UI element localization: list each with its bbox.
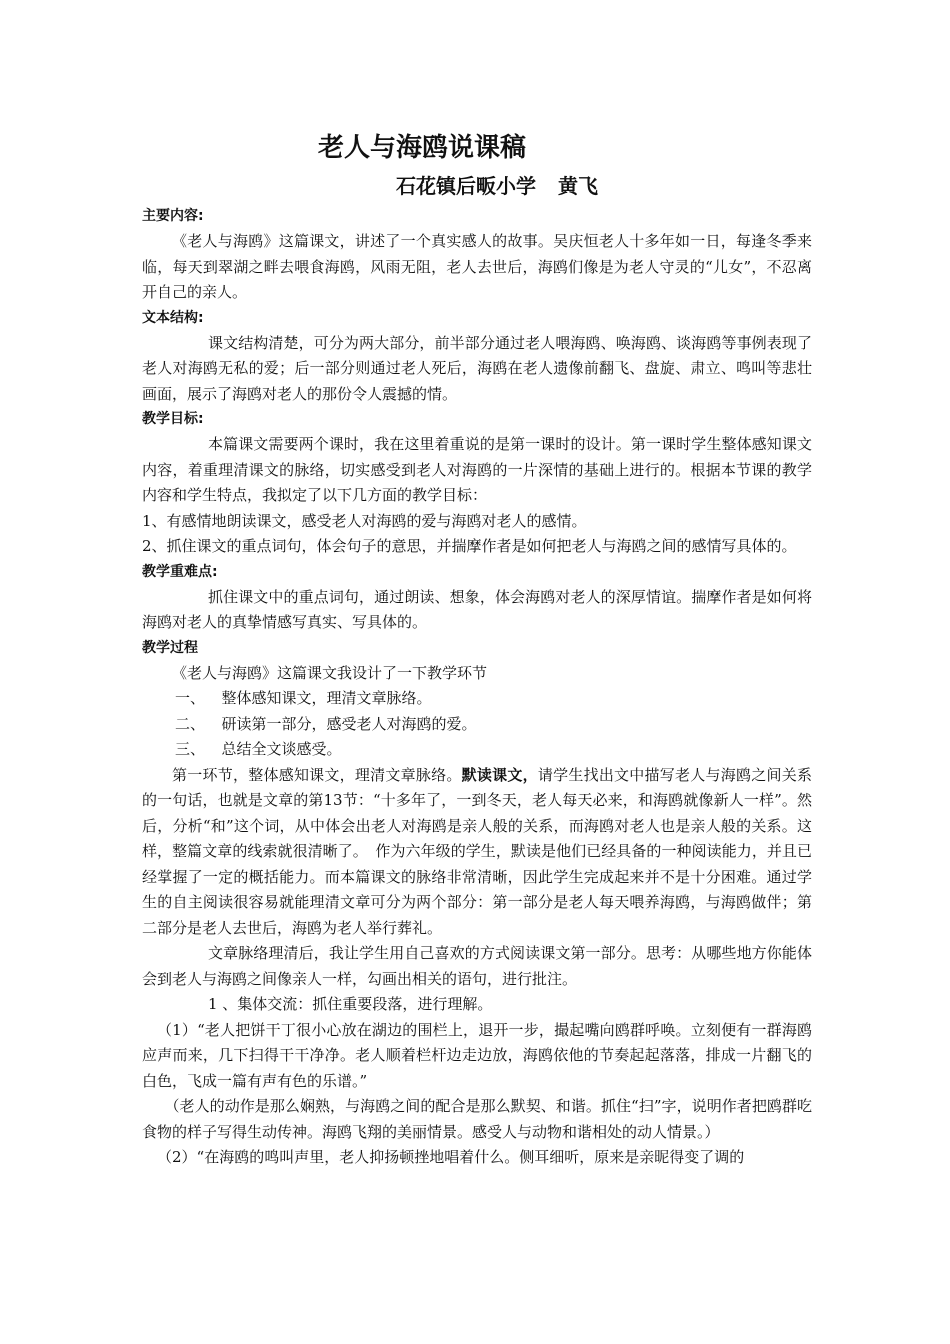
heading-structure: 文本结构:	[142, 309, 204, 326]
heading-main-content: 主要内容:	[142, 208, 204, 224]
structure-paragraph: 课文结构清楚，可分为两大部分，前半部分通过老人喂海鸥、唤海鸥、谈海鸥等事例表现了老人对海鸥无私的爱；后一部分则通过老人死后，海鸥在老人遗像前翻飞、盘旋、肃立、鸣叫等悲壮画面，展示了海鸥对老人的那份令人震撼的情。	[142, 333, 812, 403]
goals-paragraph: 本篇课文需要两个课时，我在这里着重说的是第一课时的设计。第一课时学生整体感知课文内容，着重理清课文的脉络，切实感受到老人对海鸥的一片深情的基础上进行的。根据本节课的教学内容和学生特点，我拟定了以下几方面的教学目标：	[142, 435, 812, 504]
main-content-paragraph: 《老人与海鸥》这篇课文，讲述了一个真实感人的故事。吴庆恒老人十多年如一日，每逢冬季来临，每天到翠湖之畔去喂食海鸥，风雨无阻，老人去世后，海鸥们像是为老人守灵的“儿女”，不忍离开自己的亲人。	[142, 232, 812, 301]
difficulties-paragraph: 抓住课文中的重点词句，通过朗读、想象，体会海鸥对老人的深厚情谊。揣摩作者是如何将海鸥对老人的真挚情感写真实、写具体的。	[142, 587, 812, 631]
goal-item-1: 1、有感情地朗读课文，感受老人对海鸥的爱与海鸥对老人的感情。	[142, 511, 587, 530]
author-name: 黄飞	[558, 174, 598, 198]
step-number: 一、	[175, 689, 206, 707]
step-number: 三、	[175, 740, 206, 758]
exchange-line: 1 、集体交流：抓住重要段落，进行理解。	[208, 995, 493, 1013]
step-text: 整体感知课文，理清文章脉络。	[221, 689, 432, 707]
heading-process: 教学过程	[142, 639, 198, 656]
heading-goals: 教学目标:	[142, 411, 204, 427]
step1-paragraph	[142, 763, 812, 942]
goal-item-2: 2、抓住课文的重点词句，体会句子的意思，并揣摩作者是如何把老人与海鸥之间的感情写具体的。	[142, 537, 797, 555]
step-text: 总结全文谈感受。	[221, 740, 342, 758]
school-name: 石花镇后畈小学	[396, 174, 536, 198]
quote-2: （2）“在海鸥的鸣叫声里，老人抑扬顿挫地唱着什么。侧耳细听，原来是亲昵得变了调的	[157, 1148, 745, 1166]
quote-1: （1）“老人把饼干丁很小心放在湖边的围栏上，退开一步，撮起嘴向鸥群呼唤。立刻便有一群海鸥应声而来，几下扫得干干净净。老人顺着栏杆边走边放，海鸥依他的节奏起起落落，排成一片翻飞的白色，飞成一篇有声有色的乐谱。”	[142, 1020, 812, 1090]
process-intro: 《老人与海鸥》这篇课文我设计了一下教学环节	[172, 663, 488, 682]
author-line	[396, 168, 812, 204]
step1-text-b: 请学生找出文中描写老人与海鸥之间关系的一句话，也就是文章的第13节：“十多年了，一到冬天，老人每天必来，和海鸥就像新人一样”。然后，分析“和”这个词，从中体会出老人对海鸥是亲人般的关系，而海鸥对老人也是亲人般的关系。这样，整篇文章的线索就很清晰了。 作为六年级的学生，默读是他们已经具备的一种阅读能力，并且已经掌握了一定的概括能力。而本篇课文的脉络非常清晰，因此学生完成起来并不是十分困难。通过学生的自主阅读很容易就能理清文章可分为两个部分：第一部分是老人每天喂养海鸥，与海鸥做伴；第二部分是老人去世后，海鸥为老人举行葬礼。	[142, 765, 812, 937]
heading-difficulties: 教学重难点:	[142, 563, 218, 580]
step2-paragraph: 文章脉络理清后，我让学生用自己喜欢的方式阅读课文第一部分。思考：从哪些地方你能体会到老人与海鸥之间像亲人一样，勾画出相关的语句，进行批注。	[142, 944, 812, 988]
step-number: 二、	[175, 714, 206, 733]
note-1: （老人的动作是那么娴熟，与海鸥之间的配合是那么默契、和谐。抓住“扫”字，说明作者把鸥群吃食物的样子写得生动传神。海鸥飞翔的美丽情景。感受人与动物和谐相处的动人情景。）	[142, 1097, 812, 1141]
document-page	[142, 128, 812, 1171]
process-step-1	[142, 686, 812, 712]
step-text: 研读第一部分，感受老人对海鸥的爱。	[221, 714, 477, 733]
process-step-3	[142, 737, 812, 763]
page-title: 老人与海鸥说课稿	[318, 133, 527, 163]
step1-text-a: 第一环节，整体感知课文，理清文章脉络。	[172, 765, 462, 784]
step1-bold-text: 默读课文，	[461, 765, 538, 784]
process-step-2	[142, 712, 812, 738]
